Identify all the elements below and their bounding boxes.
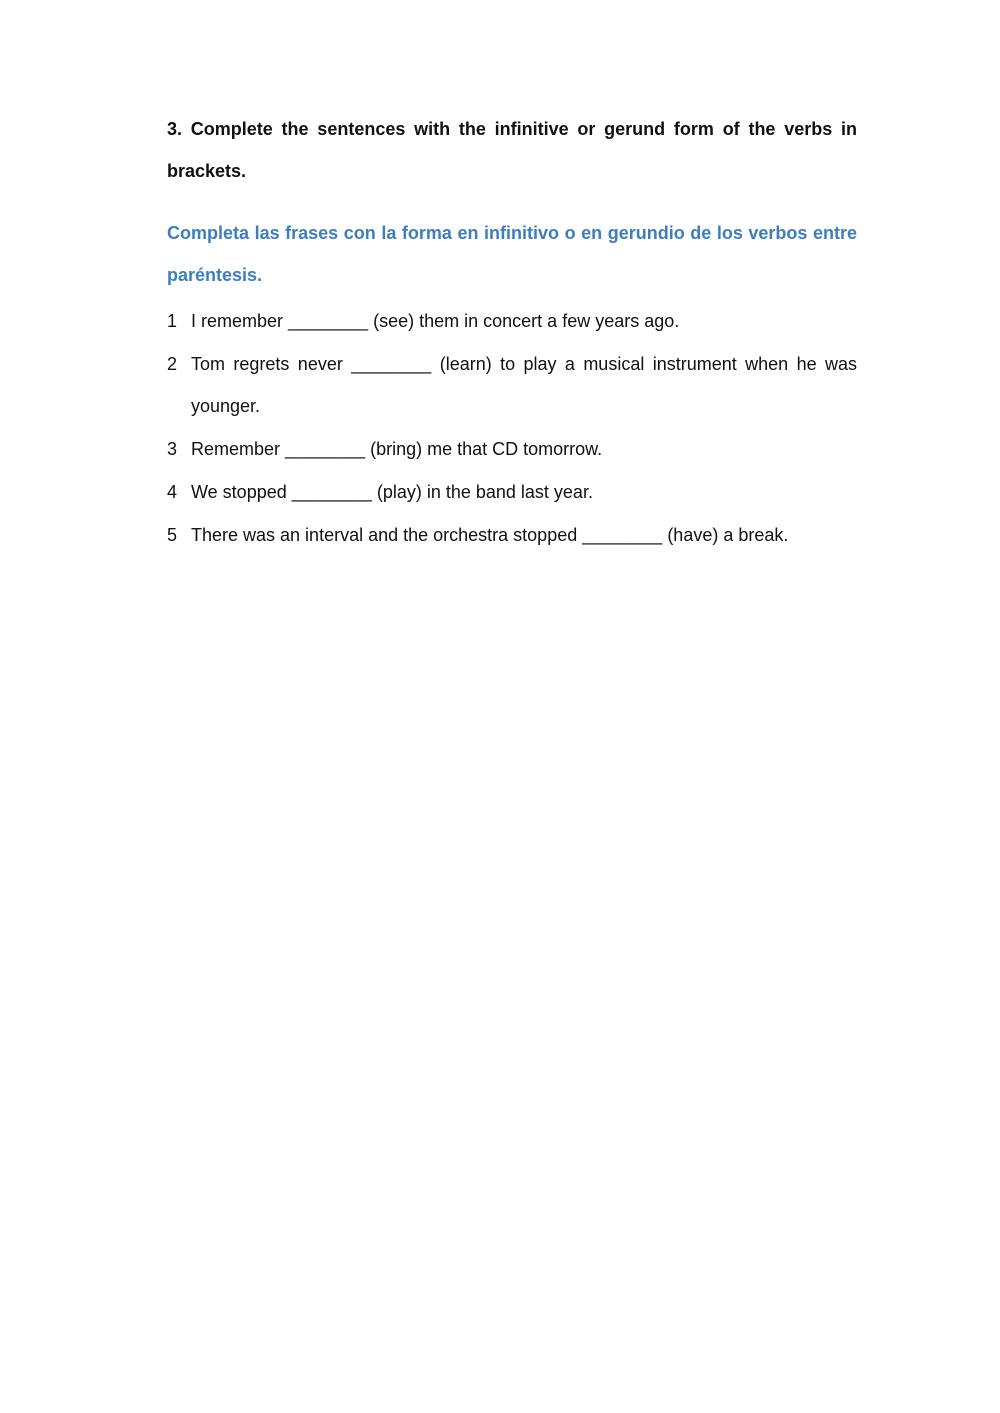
sentence-number: 3 [167, 439, 178, 459]
sentence-item-2 [167, 343, 857, 427]
sentence-text: Remember ________ (bring) me that CD tomorrow. [191, 439, 603, 459]
sentence-number: 2 [167, 354, 178, 374]
exercise-instruction-english: 3. Complete the sentences with the infinitive or gerund form of the verbs in brackets. [167, 119, 857, 181]
sentence-item-5 [167, 514, 857, 556]
sentence-list [167, 300, 857, 556]
sentence-number: 5 [167, 525, 178, 545]
sentence-item-1 [167, 300, 857, 342]
sentence-text: There was an interval and the orchestra stopped ________ (have) a break. [191, 525, 789, 545]
sentence-number: 4 [167, 482, 178, 502]
sentence-text: Tom regrets never ________ (learn) to play a musical instrument when he was younger. [191, 354, 857, 416]
sentence-item-4 [167, 471, 857, 513]
sentence-text: We stopped ________ (play) in the band last year. [191, 482, 593, 502]
exercise-instruction-spanish: Completa las frases con la forma en infinitivo o en gerundio de los verbos entre paréntesis. [167, 223, 857, 285]
sentence-number: 1 [167, 311, 178, 331]
worksheet-page [167, 108, 857, 557]
sentence-item-3 [167, 428, 857, 470]
sentence-text: I remember ________ (see) them in concert a few years ago. [191, 311, 680, 331]
